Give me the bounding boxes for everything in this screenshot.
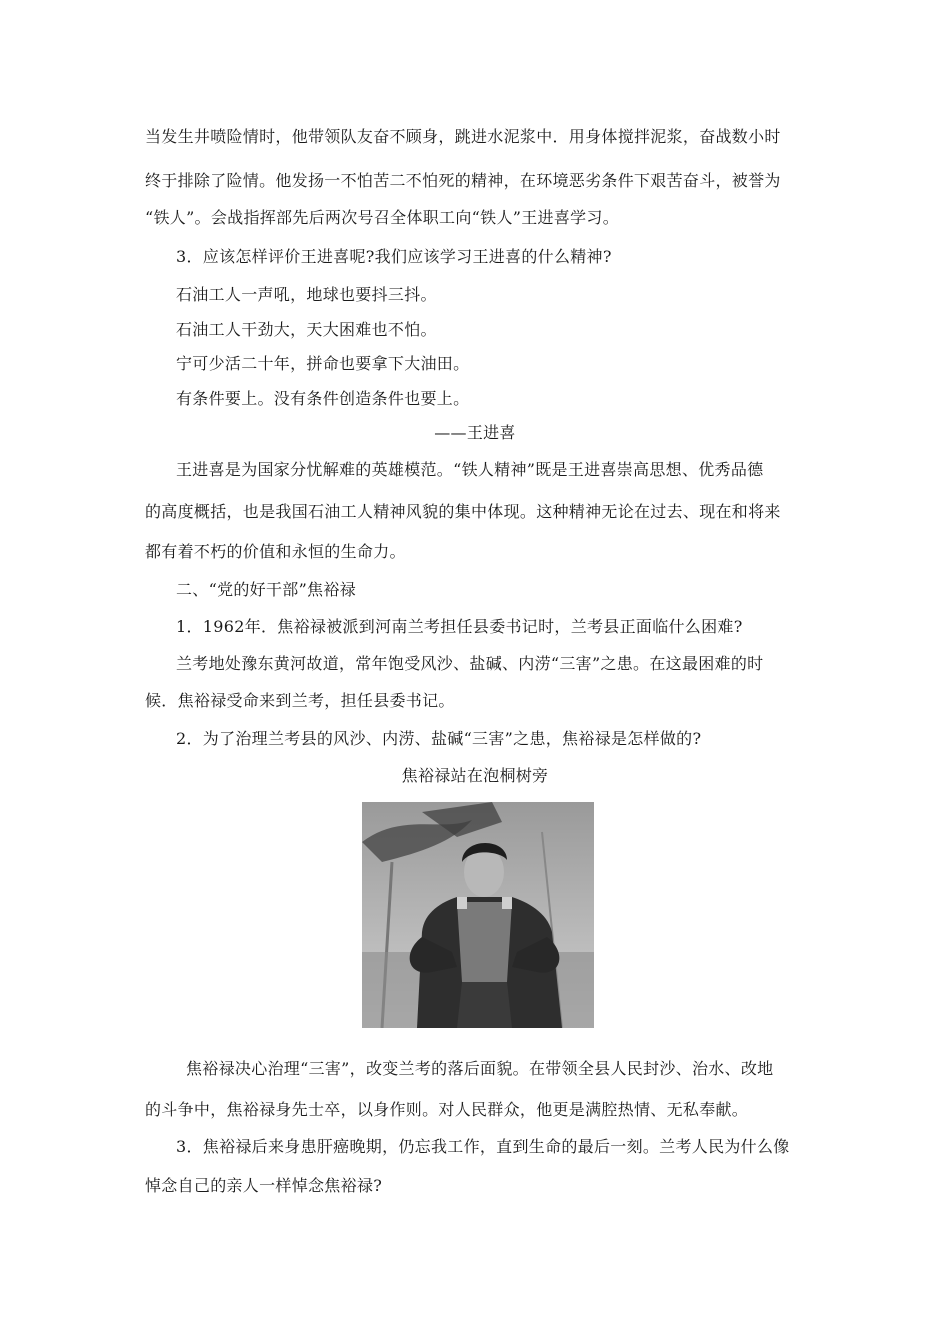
- paragraph-line: 王进喜是为国家分忧解难的英雄模范。“铁人精神”既是王进喜崇高思想、优秀品德: [176, 460, 764, 479]
- question-2: 2．为了治理兰考县的风沙、内涝、盐碱“三害”之患，焦裕禄是怎样做的?: [176, 729, 702, 748]
- question-3: 3．焦裕禄后来身患肝癌晚期，仍忘我工作，直到生命的最后一刻。兰考人民为什么像: [176, 1137, 790, 1156]
- paragraph-line: 兰考地处豫东黄河故道，常年饱受风沙、盐碱、内涝“三害”之患。在这最困难的时: [176, 654, 764, 673]
- paragraph-line: 当发生井喷险情时，他带领队友奋不顾身，跳进水泥浆中．用身体搅拌泥浆，奋战数小时: [145, 127, 781, 146]
- quote-line: 石油工人一声吼，地球也要抖三抖。: [176, 285, 437, 304]
- paragraph-line: “铁人”。会战指挥部先后两次号召全体职工向“铁人”王进喜学习。: [145, 208, 620, 227]
- quote-author: ——王进喜: [434, 423, 516, 442]
- quote-line: 宁可少活二十年，拼命也要拿下大油田。: [176, 354, 470, 373]
- paragraph-line: 的高度概括，也是我国石油工人精神风貌的集中体现。这种精神无论在过去、现在和将来: [145, 502, 781, 521]
- paragraph-line: 焦裕禄决心治理“三害”，改变兰考的落后面貌。在带领全县人民封沙、治水、改地: [186, 1059, 774, 1078]
- question-3: 3．应该怎样评价王进喜呢?我们应该学习王进喜的什么精神?: [176, 247, 612, 266]
- portrait-photo: [362, 802, 594, 1028]
- paragraph-line: 的斗争中，焦裕禄身先士卒，以身作则。对人民群众，他更是满腔热情、无私奉献。: [145, 1100, 749, 1119]
- image-caption: 焦裕禄站在泡桐树旁: [401, 766, 549, 785]
- paragraph-line: 悼念自己的亲人一样悼念焦裕禄?: [145, 1176, 383, 1195]
- section-heading: 二、“党的好干部”焦裕禄: [176, 580, 356, 599]
- paragraph-line: 都有着不朽的价值和永恒的生命力。: [145, 542, 406, 561]
- paragraph-line: 候．焦裕禄受命来到兰考，担任县委书记。: [145, 691, 455, 710]
- paragraph-line: 终于排除了险情。他发扬一不怕苦二不怕死的精神，在环境恶劣条件下艰苦奋斗，被誉为: [145, 171, 781, 190]
- quote-line: 石油工人干劲大，天大困难也不怕。: [176, 320, 437, 339]
- quote-line: 有条件要上。没有条件创造条件也要上。: [176, 389, 470, 408]
- question-1: 1．1962年．焦裕禄被派到河南兰考担任县委书记时，兰考县正面临什么困难?: [176, 617, 743, 636]
